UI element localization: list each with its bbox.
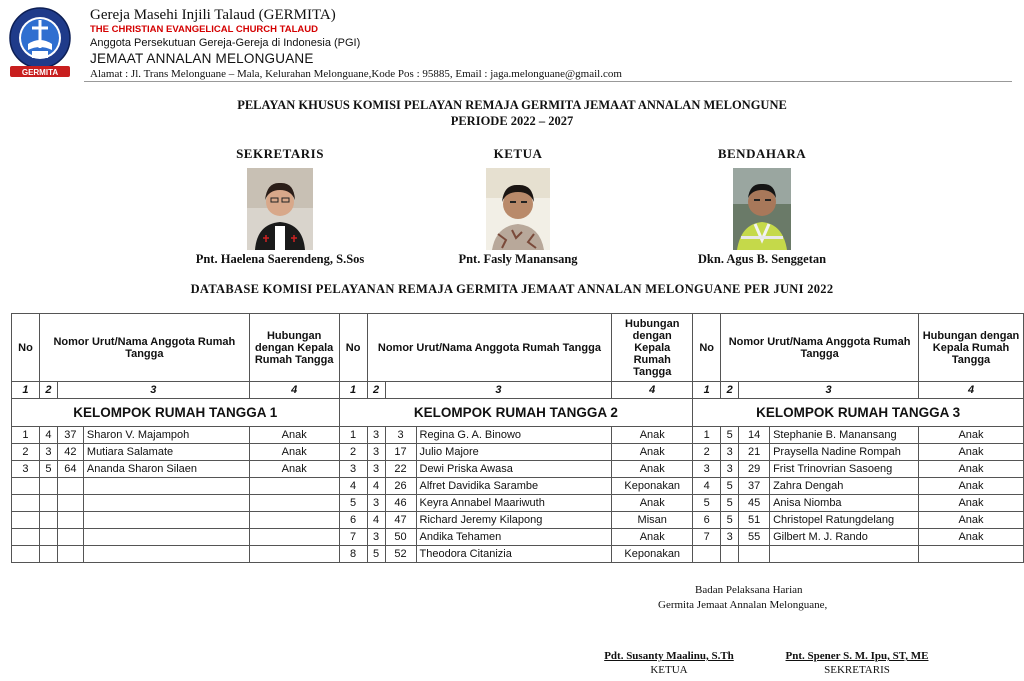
cell-a: 3 [367, 495, 385, 512]
cell-rel: Anak [919, 427, 1024, 444]
cell-no: 2 [339, 444, 367, 461]
cell-rel: Anak [919, 478, 1024, 495]
cell-name: Praysella Nadine Rompah [770, 444, 919, 461]
page-period: PERIODE 2022 – 2027 [450, 114, 574, 128]
cell-name: Keyra Annabel Maariwuth [416, 495, 612, 512]
cell-b: 21 [739, 444, 770, 461]
cell-name [83, 512, 249, 529]
officer-secretary [170, 146, 390, 267]
officer-role: SEKRETARIS [236, 146, 324, 161]
cell-no: 6 [693, 512, 721, 529]
cell-no [693, 546, 721, 563]
database-table [11, 313, 1024, 563]
cell-rel: Anak [612, 461, 693, 478]
membership-line: Anggota Persekutuan Gereja-Gereja di Indonesia (PGI) [90, 37, 361, 49]
cell-no: 7 [339, 529, 367, 546]
church-name-english: THE CHRISTIAN EVANGELICAL CHURCH TALAUD [90, 24, 318, 35]
cell-b: 47 [385, 512, 416, 529]
cell-name: Anisa Niomba [770, 495, 919, 512]
cell-name [83, 495, 249, 512]
cell-a: 5 [721, 512, 739, 529]
table-row [12, 478, 1024, 495]
cell-name: Alfret Davidika Sarambe [416, 478, 612, 495]
header-divider [84, 81, 1012, 82]
address-line: Alamat : Jl. Trans Melonguane – Mala, Kelurahan Melonguane,Kode Pos : 95885, Email : jaga.melonguane@gmail.com [90, 68, 622, 80]
cell-b [57, 529, 83, 546]
cell-a [721, 546, 739, 563]
cell-rel: Anak [612, 427, 693, 444]
cell-a [39, 495, 57, 512]
cell-no [12, 495, 40, 512]
header-member: Nomor Urut/Nama Anggota Rumah Tangga [39, 314, 249, 382]
cell-rel: Anak [919, 495, 1024, 512]
header-member: Nomor Urut/Nama Anggota Rumah Tangga [367, 314, 612, 382]
cell-no: 4 [339, 478, 367, 495]
group-title: KELOMPOK RUMAH TANGGA 1 [12, 399, 340, 427]
table-row [12, 529, 1024, 546]
table-row [12, 512, 1024, 529]
cell-no [12, 546, 40, 563]
cell-b: 26 [385, 478, 416, 495]
cell-a [39, 529, 57, 546]
cell-a: 4 [367, 512, 385, 529]
cell-no [12, 512, 40, 529]
cell-a [39, 478, 57, 495]
group-title: KELOMPOK RUMAH TANGGA 3 [693, 399, 1024, 427]
officer-photo [486, 168, 550, 250]
cell-no: 5 [693, 495, 721, 512]
cell-no: 2 [693, 444, 721, 461]
col-number: 3 [57, 382, 249, 399]
header-member: Nomor Urut/Nama Anggota Rumah Tangga [721, 314, 919, 382]
table-row [12, 495, 1024, 512]
germita-logo [8, 6, 72, 80]
cell-a: 3 [367, 444, 385, 461]
cell-rel: Misan [612, 512, 693, 529]
cell-name [83, 529, 249, 546]
cell-b: 64 [57, 461, 83, 478]
group-title-row [12, 399, 1024, 427]
cell-name: Andika Tehamen [416, 529, 612, 546]
footer-org: Germita Jemaat Annalan Melonguane, [658, 599, 828, 611]
cell-name [770, 546, 919, 563]
cell-a: 4 [39, 427, 57, 444]
officer-name: Pnt. Fasly Manansang [458, 252, 578, 266]
cell-name: Christopel Ratungdelang [770, 512, 919, 529]
table-row [12, 444, 1024, 461]
cell-rel: Anak [612, 495, 693, 512]
officer-role: BENDAHARA [717, 146, 807, 161]
cell-name: Julio Majore [416, 444, 612, 461]
col-number: 4 [612, 382, 693, 399]
col-number: 1 [12, 382, 40, 399]
cell-a: 3 [721, 461, 739, 478]
header-no: No [339, 314, 367, 382]
cell-a: 3 [721, 444, 739, 461]
cell-name: Richard Jeremy Kilapong [416, 512, 612, 529]
cell-name: Dewi Priska Awasa [416, 461, 612, 478]
letterhead [6, 6, 1018, 84]
cell-b [739, 546, 770, 563]
cell-b: 22 [385, 461, 416, 478]
cell-no [12, 478, 40, 495]
cell-rel [919, 546, 1024, 563]
cell-no: 4 [693, 478, 721, 495]
col-number: 1 [339, 382, 367, 399]
cell-b: 17 [385, 444, 416, 461]
cell-no: 1 [339, 427, 367, 444]
cell-name: Regina G. A. Binowo [416, 427, 612, 444]
header-relation: Hubungan dengan Kepala Rumah Tangga [249, 314, 339, 382]
cell-b [57, 512, 83, 529]
col-number: 2 [721, 382, 739, 399]
cell-b: 14 [739, 427, 770, 444]
signatory-role: KETUA [650, 664, 688, 676]
col-number: 3 [739, 382, 919, 399]
cell-no: 8 [339, 546, 367, 563]
cell-a: 5 [721, 495, 739, 512]
cell-no: 2 [12, 444, 40, 461]
table-row [12, 427, 1024, 444]
cell-a: 5 [721, 478, 739, 495]
col-number: 2 [39, 382, 57, 399]
cell-rel [249, 478, 339, 495]
officer-photo [247, 168, 313, 250]
header-relation: Hubungan dengan Kepala Rumah Tangga [612, 314, 693, 382]
cell-no: 1 [12, 427, 40, 444]
cell-no: 3 [339, 461, 367, 478]
col-number: 3 [385, 382, 612, 399]
cell-a: 3 [367, 529, 385, 546]
cell-a [39, 512, 57, 529]
cell-b [57, 546, 83, 563]
signature-chair [588, 650, 750, 676]
signature-secretary [774, 650, 940, 676]
col-number: 1 [693, 382, 721, 399]
cell-rel [249, 512, 339, 529]
cell-b: 52 [385, 546, 416, 563]
col-number: 2 [367, 382, 385, 399]
cell-rel: Anak [919, 512, 1024, 529]
cell-rel: Keponakan [612, 546, 693, 563]
officer-photo [733, 168, 791, 250]
cell-b [57, 478, 83, 495]
logo-text: GERMITA [21, 68, 59, 77]
cell-name: Stephanie B. Manansang [770, 427, 919, 444]
cell-a: 3 [367, 461, 385, 478]
officer-role: KETUA [493, 146, 543, 161]
cell-name: Sharon V. Majampoh [83, 427, 249, 444]
church-name: Gereja Masehi Injili Talaud (GERMITA) [90, 7, 336, 23]
cell-rel [249, 495, 339, 512]
header-no: No [693, 314, 721, 382]
cell-name: Ananda Sharon Silaen [83, 461, 249, 478]
cell-no: 1 [693, 427, 721, 444]
database-title: DATABASE KOMISI PELAYANAN REMAJA GERMITA JEMAAT ANNALAN MELONGUANE PER JUNI 2022 [190, 282, 834, 296]
cell-no: 5 [339, 495, 367, 512]
cell-b: 37 [57, 427, 83, 444]
cell-rel: Anak [612, 444, 693, 461]
table-row [12, 546, 1024, 563]
cell-a: 3 [721, 529, 739, 546]
cell-rel: Anak [249, 427, 339, 444]
cell-no: 3 [693, 461, 721, 478]
cell-name: Mutiara Salamate [83, 444, 249, 461]
cell-rel: Anak [919, 444, 1024, 461]
cell-name [83, 478, 249, 495]
cell-rel [249, 529, 339, 546]
column-number-row [12, 382, 1024, 399]
col-number: 4 [919, 382, 1024, 399]
officer-treasurer [652, 146, 872, 267]
cell-name [83, 546, 249, 563]
cell-a: 5 [39, 461, 57, 478]
officer-name: Pnt. Haelena Saerendeng, S.Sos [195, 252, 365, 266]
cell-b [57, 495, 83, 512]
congregation-name: JEMAAT ANNALAN MELONGUANE [90, 51, 314, 66]
officer-chair [408, 146, 628, 267]
signatory-role: SEKRETARIS [824, 664, 890, 676]
cell-rel [249, 546, 339, 563]
cell-no: 3 [12, 461, 40, 478]
signatory-name: Pdt. Susanty Maalinu, S.Th [604, 650, 734, 662]
cell-b: 55 [739, 529, 770, 546]
cell-b: 50 [385, 529, 416, 546]
cell-a: 5 [721, 427, 739, 444]
cell-rel: Keponakan [612, 478, 693, 495]
cell-rel: Anak [612, 529, 693, 546]
footer-body: Badan Pelaksana Harian [695, 584, 803, 596]
signatory-name: Pnt. Spener S. M. Ipu, ST, ME [785, 650, 929, 662]
cell-no [12, 529, 40, 546]
cell-a: 4 [367, 478, 385, 495]
cell-rel: Anak [249, 461, 339, 478]
col-number: 4 [249, 382, 339, 399]
page-title: PELAYAN KHUSUS KOMISI PELAYAN REMAJA GERMITA JEMAAT ANNALAN MELONGUNE [237, 98, 787, 112]
cell-b: 46 [385, 495, 416, 512]
cell-b: 29 [739, 461, 770, 478]
cell-name: Zahra Dengah [770, 478, 919, 495]
cell-a: 3 [39, 444, 57, 461]
cell-rel: Anak [249, 444, 339, 461]
cell-b: 42 [57, 444, 83, 461]
cell-rel: Anak [919, 461, 1024, 478]
group-title: KELOMPOK RUMAH TANGGA 2 [339, 399, 693, 427]
cell-a: 3 [367, 427, 385, 444]
cell-a: 5 [367, 546, 385, 563]
cell-name: Theodora Citanizia [416, 546, 612, 563]
cell-name: Frist Trinovrian Sasoeng [770, 461, 919, 478]
cell-name: Gilbert M. J. Rando [770, 529, 919, 546]
cell-b: 45 [739, 495, 770, 512]
header-relation: Hubungan dengan Kepala Rumah Tangga [919, 314, 1024, 382]
cell-a [39, 546, 57, 563]
officer-name: Dkn. Agus B. Senggetan [697, 252, 827, 266]
table-header-row [12, 314, 1024, 382]
table-row [12, 461, 1024, 478]
cell-rel: Anak [919, 529, 1024, 546]
cell-b: 51 [739, 512, 770, 529]
cell-no: 7 [693, 529, 721, 546]
cell-no: 6 [339, 512, 367, 529]
cell-b: 3 [385, 427, 416, 444]
cell-b: 37 [739, 478, 770, 495]
header-no: No [12, 314, 40, 382]
